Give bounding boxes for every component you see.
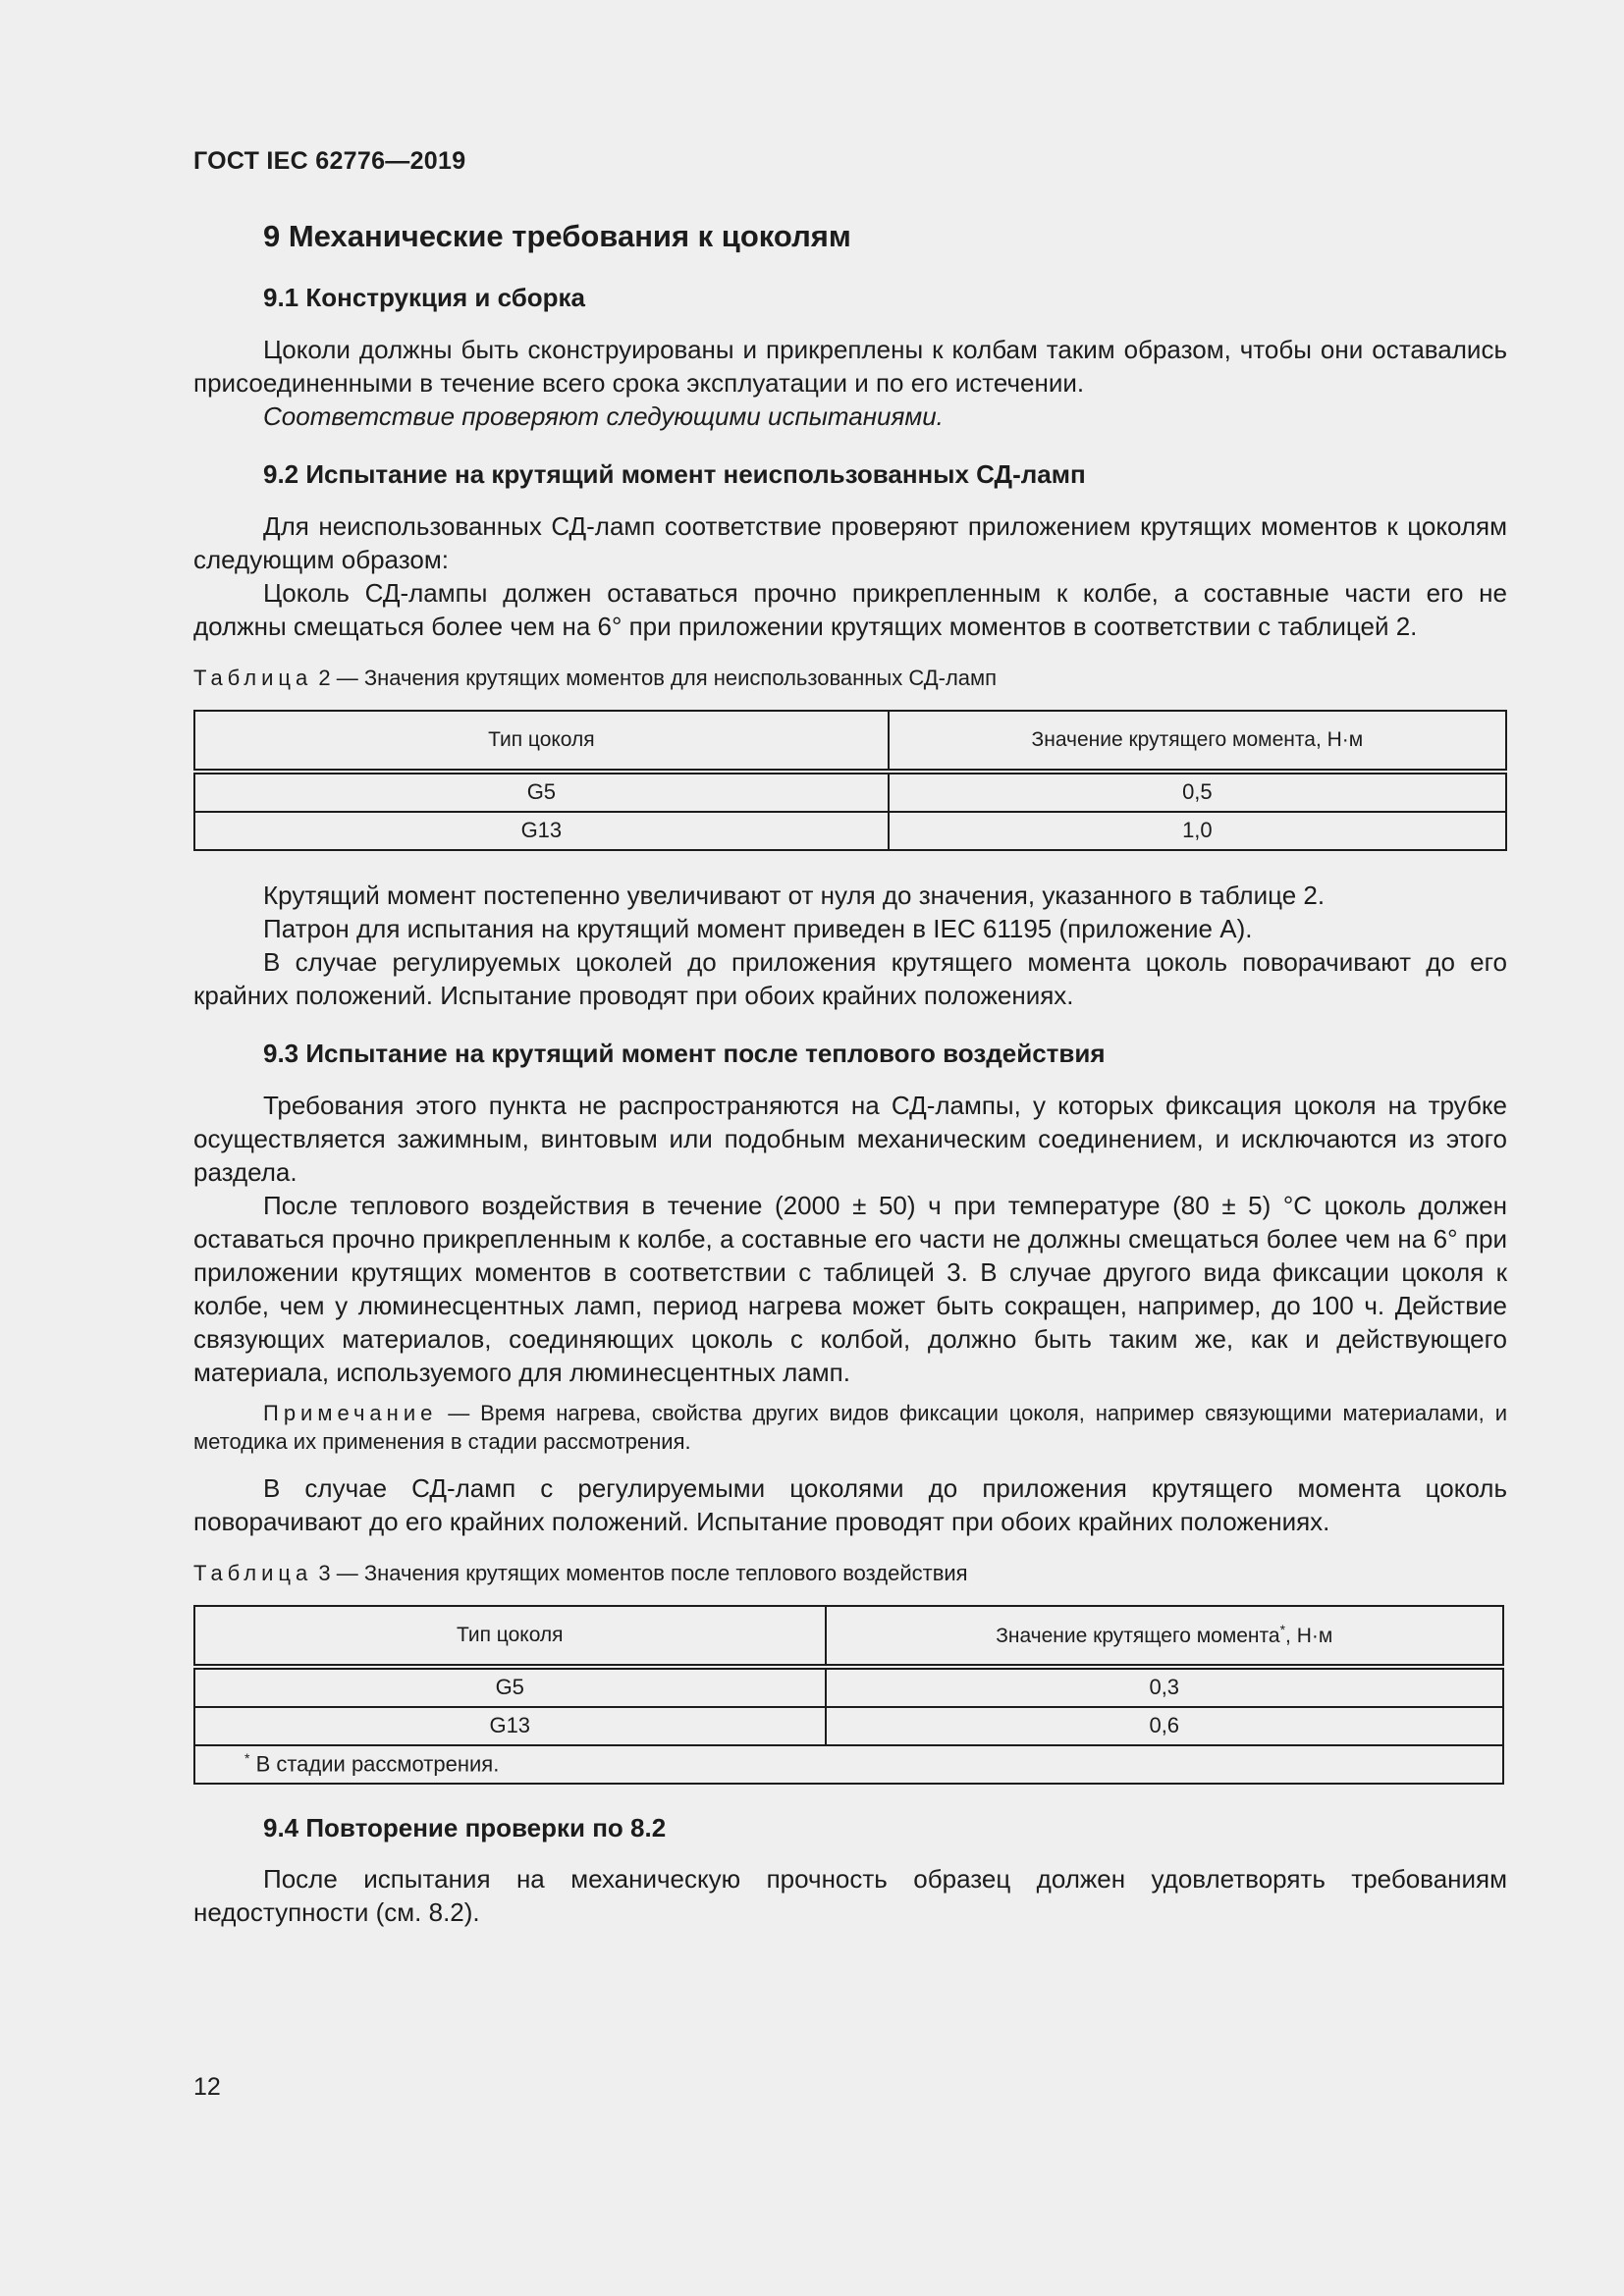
- section-9-3-paragraph-2: После теплового воздействия в течение (2000 ± 50) ч при температуре (80 ± 5) °С цоколь должен оставаться прочно прикрепленным к колбе, а составные его части не должны смещаться более чем на 6° при приложении крутящих моментов в соответствии с таблицей 3. В случае другого вида фиксации цоколя к колбе, чем у люминесцентных ламп, период нагрева может быть сокращен, например, до 100 ч. Действие связующих материалов, соединяющих цоколь с колбой, должно быть таким же, как и действующего материала, используемого для люминесцентных ламп.: [193, 1190, 1507, 1387]
- footnote-marker: *: [1279, 1622, 1286, 1638]
- table-3-cell-value: 0,3: [826, 1667, 1504, 1707]
- note-text: — Время нагрева, свойства других видов фиксации цоколя, например связующими материалами, и методика их применения в стадии рассмотрения.: [193, 1400, 1507, 1454]
- table-2-header-row: [194, 711, 1506, 772]
- section-9-2-paragraph-2: Цоколь СД-лампы должен оставаться прочно прикрепленным к колбе, а составные части его не должны смещаться более чем на 6° при приложении крутящих моментов в соответствии с таблицей 2.: [193, 577, 1507, 641]
- section-9-3-note: [193, 1399, 1507, 1456]
- table-2-cell-type: G5: [194, 772, 889, 812]
- table-3-cell-value: 0,6: [826, 1707, 1504, 1745]
- table-2-cell-value: 0,5: [889, 772, 1506, 812]
- section-9-2-paragraph-4: Патрон для испытания на крутящий момент приведен в IEC 61195 (приложение А).: [263, 913, 1253, 943]
- table-3-cell-type: G5: [194, 1667, 826, 1707]
- table-row: [194, 1707, 1503, 1745]
- table-3-caption-text: 3 — Значения крутящих моментов после теплового воздействия: [312, 1560, 968, 1585]
- table-2-caption-label: Таблица: [193, 665, 313, 690]
- footnote-text: В стадии рассмотрения.: [249, 1751, 500, 1777]
- section-9-4-paragraph-1: После испытания на механическую прочность образец должен удовлетворять требованиям недоступности (см. 8.2).: [193, 1864, 1507, 1928]
- section-9-title: 9 Механические требования к цоколям: [263, 219, 851, 253]
- table-2: [193, 710, 1507, 851]
- table-2-caption: [193, 665, 1507, 692]
- table-3: [193, 1605, 1504, 1785]
- document-page: [193, 0, 1507, 2296]
- page-content: [193, 218, 1507, 1929]
- note-label: Примечание: [263, 1400, 438, 1425]
- page-number: 12: [193, 2073, 221, 2101]
- table-3-cell-type: G13: [194, 1707, 826, 1745]
- table-3-footnote-row: [194, 1745, 1503, 1784]
- table-row: [194, 1667, 1503, 1707]
- table-3-header-torque: [826, 1606, 1504, 1667]
- table-3-footnote: [194, 1745, 1503, 1784]
- section-9-3-paragraph-1: Требования этого пункта не распространяются на СД-лампы, у которых фиксация цоколя на трубке осуществляется зажимным, винтовым или подобным механическим соединением, и исключаются из этого раздела.: [193, 1090, 1507, 1187]
- section-9-2-paragraph-5: В случае регулируемых цоколей до приложения крутящего момента цоколь поворачивают до его крайних положений. Испытание проводят при обоих крайних положениях.: [193, 946, 1507, 1010]
- table-row: [194, 812, 1506, 850]
- table-3-caption-label: Таблица: [193, 1560, 313, 1585]
- table-3-header-row: [194, 1606, 1503, 1667]
- section-9-2-title: 9.2 Испытание на крутящий момент неиспользованных СД-ламп: [263, 458, 1086, 489]
- section-9-1-title: 9.1 Конструкция и сборка: [263, 283, 586, 313]
- table-3-header-torque-text: Значение крутящего момента: [996, 1625, 1280, 1648]
- table-3-caption: [193, 1560, 1507, 1587]
- table-2-header-torque: Значение крутящего момента, Н·м: [889, 711, 1506, 772]
- table-3-header-torque-unit: , Н·м: [1285, 1625, 1333, 1648]
- section-9-2-paragraph-1: Для неиспользованных СД-ламп соответствие проверяют приложением крутящих моментов к цоколям следующим образом:: [193, 510, 1507, 574]
- section-9-4-title: 9.4 Повторение проверки по 8.2: [263, 1812, 667, 1842]
- section-9-3-paragraph-3: В случае СД-ламп с регулируемыми цоколями до приложения крутящего момента цоколь поворачивают до его крайних положений. Испытание проводят при обоих крайних положениях.: [193, 1472, 1507, 1536]
- running-head: ГОСТ IEC 62776—2019: [193, 147, 466, 175]
- section-9-1-paragraph-1: Цоколи должны быть сконструированы и прикреплены к колбам таким образом, чтобы они оставались присоединенными в течение всего срока эксплуатации и по его истечении.: [193, 334, 1507, 398]
- footnote-marker: *: [244, 1750, 250, 1767]
- section-9-3-title: 9.3 Испытание на крутящий момент после теплового воздействия: [263, 1038, 1106, 1068]
- table-2-caption-text: 2 — Значения крутящих моментов для неиспользованных СД-ламп: [312, 665, 998, 690]
- section-9-1-paragraph-2: Соответствие проверяют следующими испытаниями.: [263, 400, 944, 431]
- table-3-header-base-type: Тип цоколя: [194, 1606, 826, 1667]
- section-9-2-paragraph-3: Крутящий момент постепенно увеличивают от нуля до значения, указанного в таблице 2.: [263, 880, 1326, 910]
- table-row: [194, 772, 1506, 812]
- table-2-cell-value: 1,0: [889, 812, 1506, 850]
- table-2-cell-type: G13: [194, 812, 889, 850]
- table-2-header-base-type: Тип цоколя: [194, 711, 889, 772]
